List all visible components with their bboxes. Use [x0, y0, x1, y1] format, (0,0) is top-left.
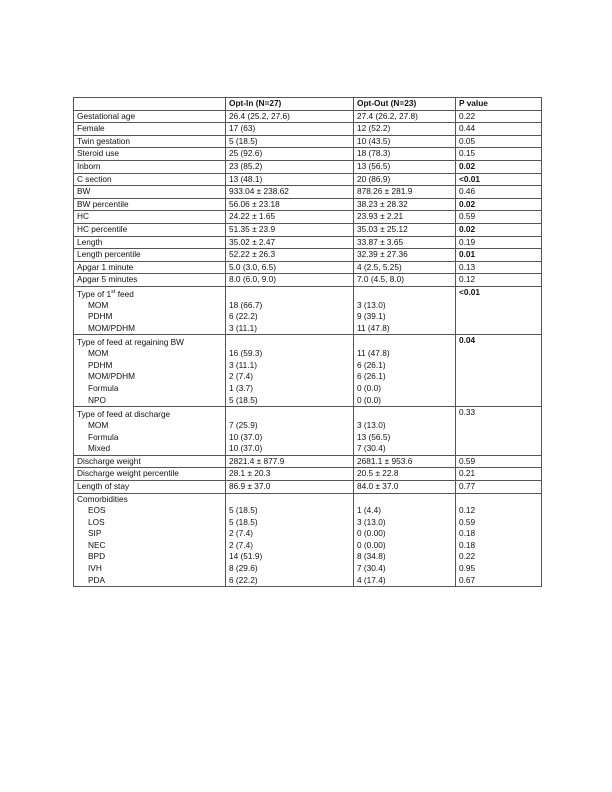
p-value: 0.12 [456, 505, 542, 517]
opt-out-value: 3 (13.0) [354, 300, 456, 312]
table-row [74, 236, 542, 249]
comorbidity-label: IVH [74, 563, 226, 575]
opt-in-value: 6 (22.2) [226, 575, 354, 587]
table-row [74, 261, 542, 274]
opt-out-value: 3 (13.0) [354, 420, 456, 432]
opt-in-value: 5 (18.5) [226, 517, 354, 529]
row-label: C section [74, 173, 226, 186]
group-opt-in-blank [226, 335, 354, 348]
opt-out-value: 7 (30.4) [354, 563, 456, 575]
header-p-value: P value [456, 98, 542, 111]
comorbidity-row [74, 528, 542, 540]
p-value-bold: 0.01 [459, 249, 476, 260]
row-label: BW percentile [74, 198, 226, 211]
group-label [74, 407, 226, 420]
p-value: 0.77 [456, 480, 542, 493]
opt-in-value: 25 (92.6) [226, 148, 354, 161]
row-label: Length [74, 236, 226, 249]
opt-in-value: 2 (7.4) [226, 371, 354, 383]
opt-out-value: 7 (30.4) [354, 443, 456, 455]
p-value [456, 223, 542, 236]
opt-out-value: 1 (4.4) [354, 505, 456, 517]
opt-out-value: 32.39 ± 27.36 [354, 249, 456, 262]
opt-in-value: 2821.4 ± 877.9 [226, 455, 354, 468]
p-value: 0.22 [456, 110, 542, 123]
table-row [74, 198, 542, 211]
opt-in-value: 86.9 ± 37.0 [226, 480, 354, 493]
group-label [74, 286, 226, 299]
opt-out-value: 20 (86.9) [354, 173, 456, 186]
comorbidity-label: NEC [74, 540, 226, 552]
row-label: Discharge weight [74, 455, 226, 468]
table-row [74, 148, 542, 161]
opt-in-value: 23 (85.2) [226, 160, 354, 173]
opt-out-value: 4 (17.4) [354, 575, 456, 587]
opt-in-value: 26.4 (25.2, 27.6) [226, 110, 354, 123]
group-p-value: 0.33 [456, 407, 542, 456]
table-row [74, 480, 542, 493]
opt-in-value: 6 (22.2) [226, 311, 354, 323]
opt-out-value: 18 (78.3) [354, 148, 456, 161]
group-p-value-bold: <0.01 [459, 286, 480, 297]
row-label: Female [74, 123, 226, 136]
comorbidity-row [74, 551, 542, 563]
opt-out-value: 12 (52.2) [354, 123, 456, 136]
group-opt-out-blank [354, 335, 456, 348]
opt-in-value: 933.04 ± 238.62 [226, 186, 354, 199]
p-value: 0.05 [456, 135, 542, 148]
group-header-row [74, 407, 542, 420]
opt-in-value: 1 (3.7) [226, 383, 354, 395]
row-label: Length of stay [74, 480, 226, 493]
opt-out-value: 13 (56.5) [354, 160, 456, 173]
group-label-label-pre: Type of feed at discharge [77, 408, 171, 419]
group-item-label: MOM [74, 420, 226, 432]
opt-out-value: 0 (0.0) [354, 383, 456, 395]
opt-in-value: 18 (66.7) [226, 300, 354, 312]
opt-out-value: 13 (56.5) [354, 432, 456, 444]
opt-in-value: 35.02 ± 2.47 [226, 236, 354, 249]
opt-out-value: 4 (2.5, 5.25) [354, 261, 456, 274]
opt-in-value: 17 (63) [226, 123, 354, 136]
row-label: Apgar 1 minute [74, 261, 226, 274]
row-label: Length percentile [74, 249, 226, 262]
comorbidity-label: SIP [74, 528, 226, 540]
p-value-bold: 0.02 [459, 198, 476, 209]
p-value-bold: 0.02 [459, 223, 476, 234]
p-value [456, 173, 542, 186]
opt-in-value: 52.22 ± 26.3 [226, 249, 354, 262]
opt-out-value: 0 (0.0) [354, 395, 456, 407]
header-opt-in: Opt-In (N=27) [226, 98, 354, 111]
p-value [456, 249, 542, 262]
opt-in-value: 5.0 (3.0, 6.5) [226, 261, 354, 274]
group-item-label: NPO [74, 395, 226, 407]
table-row [74, 135, 542, 148]
opt-out-value: 0 (0.00) [354, 540, 456, 552]
table-header-row [74, 98, 542, 111]
p-value: 0.18 [456, 528, 542, 540]
opt-out-value: 9 (39.1) [354, 311, 456, 323]
opt-in-value: 3 (11.1) [226, 360, 354, 372]
row-label: Steroid use [74, 148, 226, 161]
row-label: Gestational age [74, 110, 226, 123]
comorbidity-row [74, 563, 542, 575]
p-value: 0.95 [456, 563, 542, 575]
opt-in-value: 16 (59.3) [226, 348, 354, 360]
opt-out-value: 2681.1 ± 953.6 [354, 455, 456, 468]
comorbidities-header-row [74, 493, 542, 505]
opt-out-value: 6 (26.1) [354, 371, 456, 383]
row-label: Inborn [74, 160, 226, 173]
comorbidity-row [74, 505, 542, 517]
table-row [74, 274, 542, 287]
opt-out-value: 0 (0.00) [354, 528, 456, 540]
comorbidity-label: LOS [74, 517, 226, 529]
group-header-row [74, 286, 542, 299]
results-table-body [74, 98, 542, 587]
p-value: 0.21 [456, 468, 542, 481]
group-header-row [74, 335, 542, 348]
table-row [74, 223, 542, 236]
p-value [456, 160, 542, 173]
group-label-label-sup: st [111, 288, 116, 295]
opt-out-value: 10 (43.5) [354, 135, 456, 148]
opt-in-value: 5 (18.5) [226, 135, 354, 148]
header-label-cell [74, 98, 226, 111]
opt-out-value: 27.4 (26.2, 27.8) [354, 110, 456, 123]
comorbidity-row [74, 517, 542, 529]
table-row [74, 211, 542, 224]
opt-in-value: 24.22 ± 1.65 [226, 211, 354, 224]
table-row [74, 160, 542, 173]
p-value [456, 198, 542, 211]
group-label-label-pre: Type of feed at regaining BW [77, 337, 185, 348]
group-label-label-post: feed [115, 288, 134, 299]
p-value: 0.15 [456, 148, 542, 161]
opt-in-value: 2 (7.4) [226, 540, 354, 552]
table-row [74, 186, 542, 199]
opt-out-value: 20.5 ± 22.8 [354, 468, 456, 481]
row-label: HC [74, 211, 226, 224]
comorbidity-row [74, 575, 542, 587]
row-label: BW [74, 186, 226, 199]
group-opt-in-blank [226, 407, 354, 420]
p-value: 0.13 [456, 261, 542, 274]
p-value: 0.67 [456, 575, 542, 587]
p-value: 0.12 [456, 274, 542, 287]
opt-out-value: 84.0 ± 37.0 [354, 480, 456, 493]
group-item-label: MOM [74, 348, 226, 360]
comorbidity-label: BPD [74, 551, 226, 563]
opt-in-value: 2 (7.4) [226, 528, 354, 540]
opt-in-value: 7 (25.9) [226, 420, 354, 432]
p-value: 0.19 [456, 236, 542, 249]
table-row [74, 123, 542, 136]
group-item-label: Mixed [74, 443, 226, 455]
group-opt-out-blank [354, 407, 456, 420]
opt-in-value: 14 (51.9) [226, 551, 354, 563]
group-p-value-bold: 0.04 [459, 335, 476, 346]
opt-in-value: 56.06 ± 23.18 [226, 198, 354, 211]
opt-out-value: 38.23 ± 28.32 [354, 198, 456, 211]
comorbidity-row [74, 540, 542, 552]
comorbidities-opt-in-blank [226, 493, 354, 505]
opt-in-value: 3 (11.1) [226, 323, 354, 335]
comorbidity-label: EOS [74, 505, 226, 517]
group-label [74, 335, 226, 348]
comorbidities-label: Comorbidities [74, 493, 226, 505]
p-value: 0.18 [456, 540, 542, 552]
comorbidities-p-blank [456, 493, 542, 505]
group-opt-out-blank [354, 286, 456, 299]
opt-out-value: 7.0 (4.5, 8.0) [354, 274, 456, 287]
table-row [74, 173, 542, 186]
p-value-bold: <0.01 [459, 173, 480, 184]
opt-out-value: 8 (34.8) [354, 551, 456, 563]
row-label: Twin gestation [74, 135, 226, 148]
table-row [74, 110, 542, 123]
group-item-label: PDHM [74, 311, 226, 323]
opt-in-value: 13 (48.1) [226, 173, 354, 186]
group-item-label: MOM/PDHM [74, 323, 226, 335]
table-row [74, 249, 542, 262]
p-value: 0.44 [456, 123, 542, 136]
p-value-bold: 0.02 [459, 160, 476, 171]
opt-out-value: 35.03 ± 25.12 [354, 223, 456, 236]
table-row [74, 468, 542, 481]
opt-in-value: 28.1 ± 20.3 [226, 468, 354, 481]
opt-in-value: 8 (29.6) [226, 563, 354, 575]
group-label-label-pre: Type of 1 [77, 288, 112, 299]
group-opt-in-blank [226, 286, 354, 299]
group-item-label: Formula [74, 383, 226, 395]
results-table [73, 97, 542, 587]
group-p-value [456, 286, 542, 335]
opt-in-value: 8.0 (6.0, 9.0) [226, 274, 354, 287]
row-label: Discharge weight percentile [74, 468, 226, 481]
p-value: 0.59 [456, 211, 542, 224]
opt-out-value: 3 (13.0) [354, 517, 456, 529]
p-value: 0.46 [456, 186, 542, 199]
opt-in-value: 5 (18.5) [226, 505, 354, 517]
opt-in-value: 5 (18.5) [226, 395, 354, 407]
header-opt-out: Opt-Out (N=23) [354, 98, 456, 111]
opt-out-value: 11 (47.8) [354, 323, 456, 335]
p-value: 0.59 [456, 517, 542, 529]
opt-out-value: 11 (47.8) [354, 348, 456, 360]
p-value: 0.59 [456, 455, 542, 468]
group-item-label: MOM/PDHM [74, 371, 226, 383]
row-label: HC percentile [74, 223, 226, 236]
opt-out-value: 23.93 ± 2.21 [354, 211, 456, 224]
opt-in-value: 10 (37.0) [226, 443, 354, 455]
opt-out-value: 878.26 ± 281.9 [354, 186, 456, 199]
opt-in-value: 51.35 ± 23.9 [226, 223, 354, 236]
table-row [74, 455, 542, 468]
group-item-label: MOM [74, 300, 226, 312]
group-p-value [456, 335, 542, 407]
opt-out-value: 6 (26.1) [354, 360, 456, 372]
opt-in-value: 10 (37.0) [226, 432, 354, 444]
group-item-label: PDHM [74, 360, 226, 372]
opt-out-value: 33.87 ± 3.65 [354, 236, 456, 249]
comorbidities-opt-out-blank [354, 493, 456, 505]
row-label: Apgar 5 minutes [74, 274, 226, 287]
group-item-label: Formula [74, 432, 226, 444]
p-value: 0.22 [456, 551, 542, 563]
comorbidity-label: PDA [74, 575, 226, 587]
